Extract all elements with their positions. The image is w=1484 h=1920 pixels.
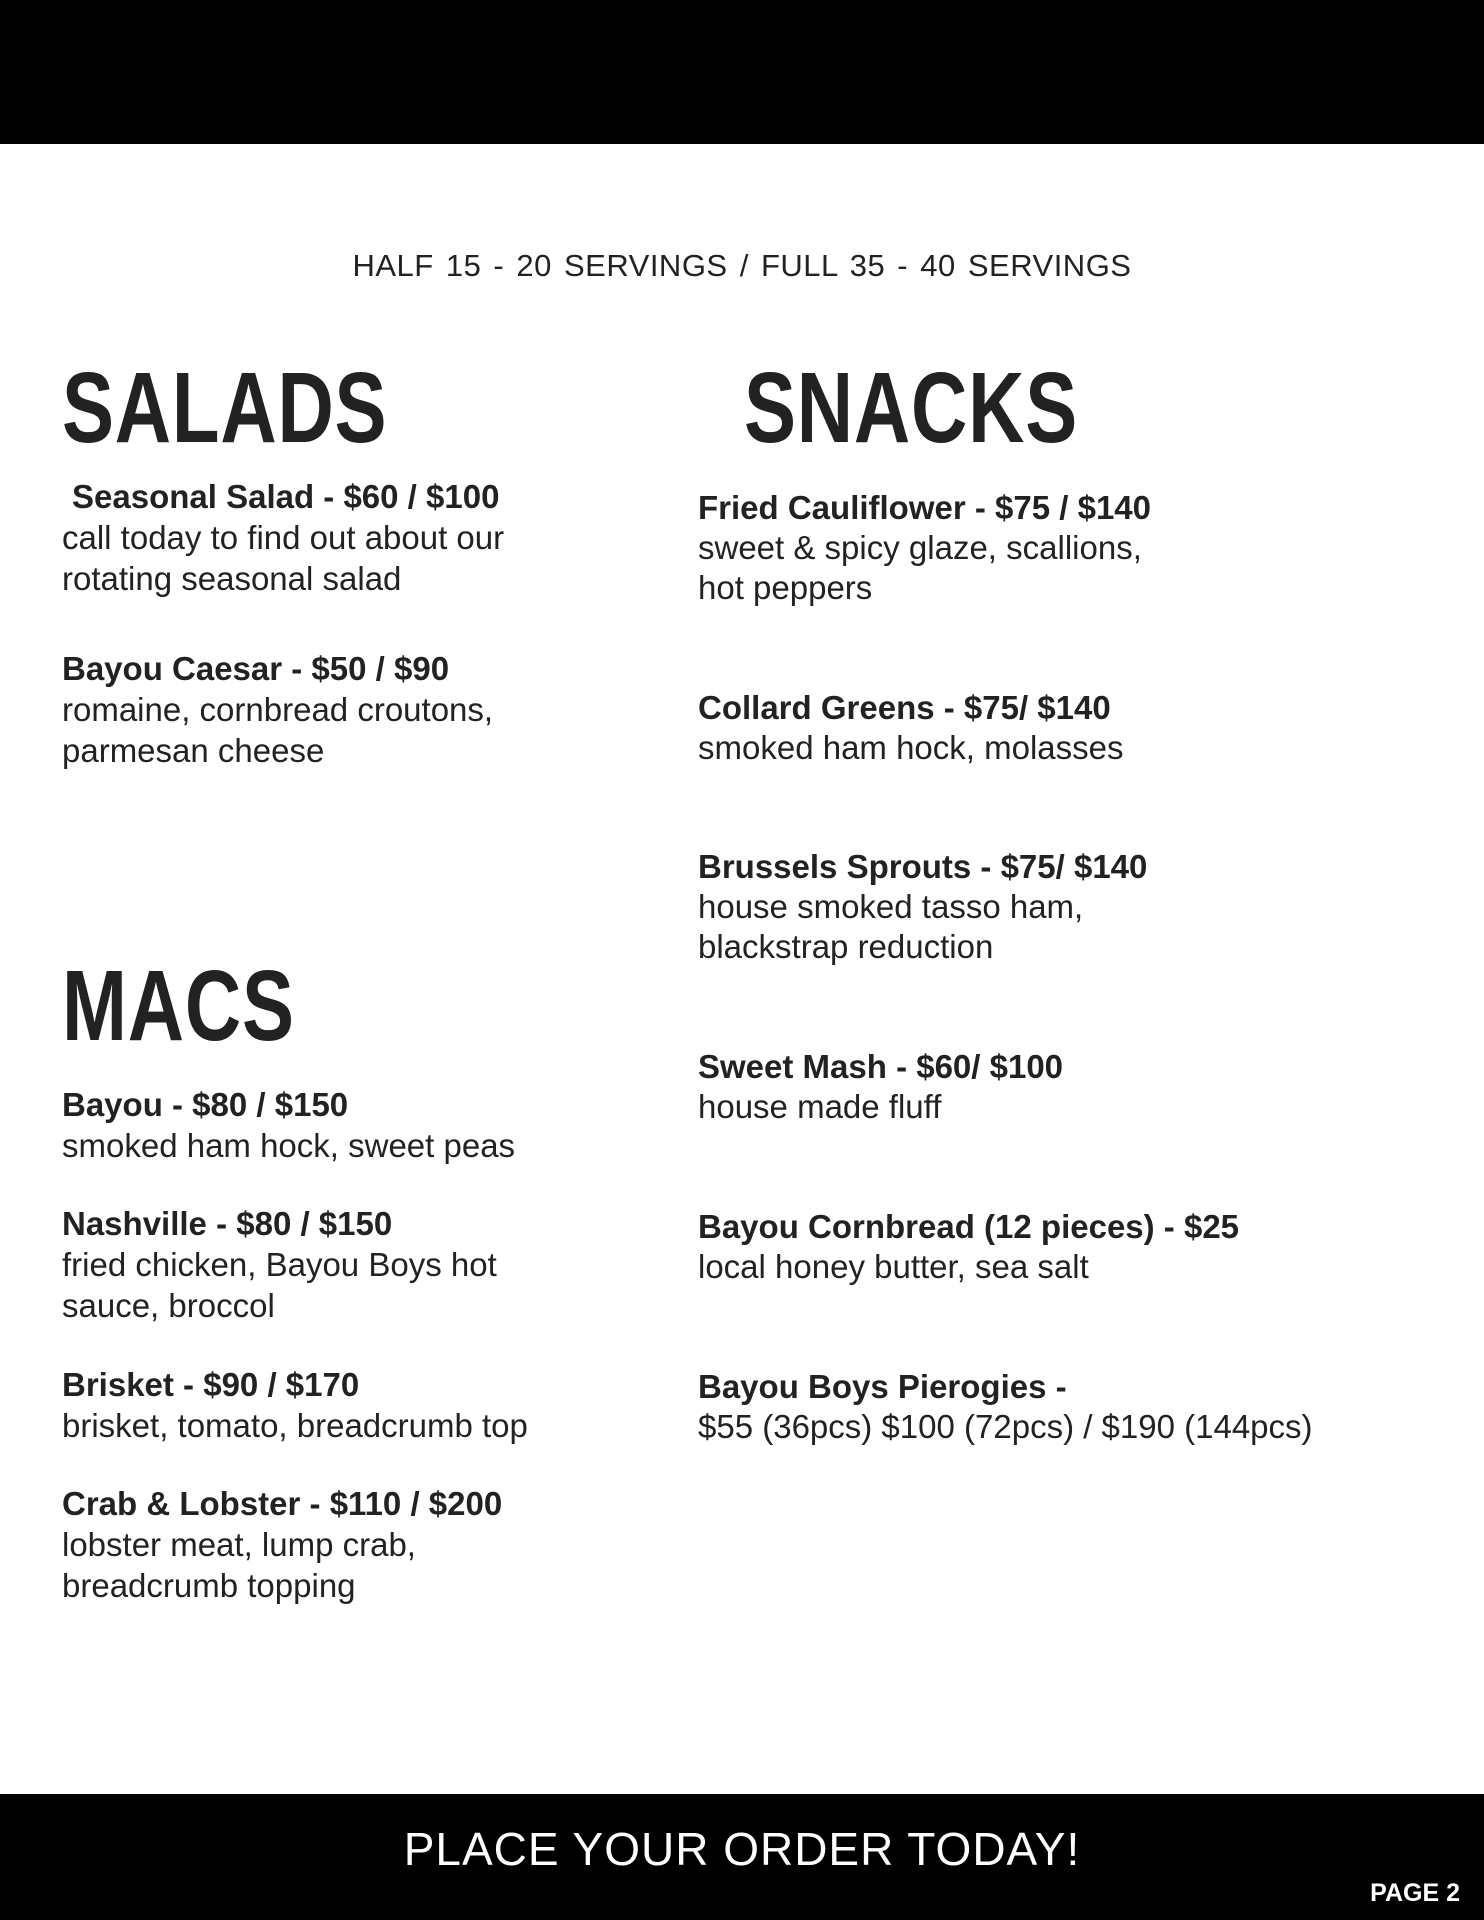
order-cta: PLACE YOUR ORDER TODAY!: [403, 1823, 1081, 1875]
menu-item-seasonal-salad: [62, 476, 504, 599]
macs-heading: MACS: [62, 950, 295, 1062]
item-desc-line: sweet & spicy glaze, scallions,: [698, 529, 1142, 566]
item-desc-line: sauce, broccol: [62, 1287, 275, 1324]
item-name: Nashville - $80 / $150: [62, 1205, 393, 1242]
menu-item-brussels-sprouts: [698, 846, 1147, 967]
item-name: Sweet Mash - $60/ $100: [698, 1048, 1064, 1085]
item-desc-line: smoked ham hock, molasses: [698, 729, 1124, 766]
item-desc-line: breadcrumb topping: [62, 1567, 356, 1604]
item-desc-line: blackstrap reduction: [698, 928, 994, 965]
item-name: Collard Greens - $75/ $140: [698, 689, 1111, 726]
item-name: Bayou Cornbread (12 pieces) - $25: [698, 1208, 1240, 1245]
salads-heading: SALADS: [62, 352, 388, 464]
top-banner: [0, 0, 1484, 144]
page-number: PAGE 2: [1370, 1879, 1460, 1907]
item-desc-line: rotating seasonal salad: [62, 560, 402, 597]
menu-item-pierogies: [698, 1366, 1313, 1447]
item-name: Bayou Caesar - $50 / $90: [62, 650, 450, 687]
snacks-heading: SNACKS: [744, 352, 1079, 464]
item-name: Bayou - $80 / $150: [62, 1086, 349, 1123]
item-desc-line: $55 (36pcs) $100 (72pcs) / $190 (144pcs): [698, 1408, 1313, 1445]
item-desc-line: brisket, tomato, breadcrumb top: [62, 1407, 528, 1444]
item-desc-line: romaine, cornbread croutons,: [62, 691, 494, 728]
item-desc-line: parmesan cheese: [62, 732, 325, 769]
menu-item-bayou-mac: [62, 1084, 515, 1166]
item-name: Bayou Boys Pierogies -: [698, 1368, 1067, 1405]
menu-item-nashville-mac: [62, 1203, 497, 1326]
menu-item-bayou-caesar: [62, 648, 493, 771]
menu-item-fried-cauliflower: [698, 487, 1151, 608]
item-name: Brussels Sprouts - $75/ $140: [698, 848, 1148, 885]
menu-item-crab-lobster-mac: [62, 1483, 502, 1606]
servings-note: HALF 15 - 20 SERVINGS / FULL 35 - 40 SERVINGS: [352, 248, 1132, 283]
item-name: Seasonal Salad - $60 / $100: [72, 478, 500, 515]
item-desc-line: house made fluff: [698, 1088, 942, 1125]
menu-item-sweet-mash: [698, 1046, 1063, 1127]
item-desc-line: smoked ham hock, sweet peas: [62, 1127, 516, 1164]
item-desc-line: call today to find out about our: [62, 519, 505, 556]
item-name: Crab & Lobster - $110 / $200: [62, 1485, 503, 1522]
item-name: Brisket - $90 / $170: [62, 1366, 360, 1403]
item-name: Fried Cauliflower - $75 / $140: [698, 489, 1152, 526]
item-desc-line: fried chicken, Bayou Boys hot: [62, 1246, 497, 1283]
item-desc-line: hot peppers: [698, 569, 873, 606]
menu-item-brisket-mac: [62, 1364, 528, 1446]
menu-item-bayou-cornbread: [698, 1206, 1239, 1287]
menu-item-collard-greens: [698, 687, 1124, 768]
item-desc-line: lobster meat, lump crab,: [62, 1526, 416, 1563]
item-desc-line: local honey butter, sea salt: [698, 1248, 1089, 1285]
item-desc-line: house smoked tasso ham,: [698, 888, 1084, 925]
